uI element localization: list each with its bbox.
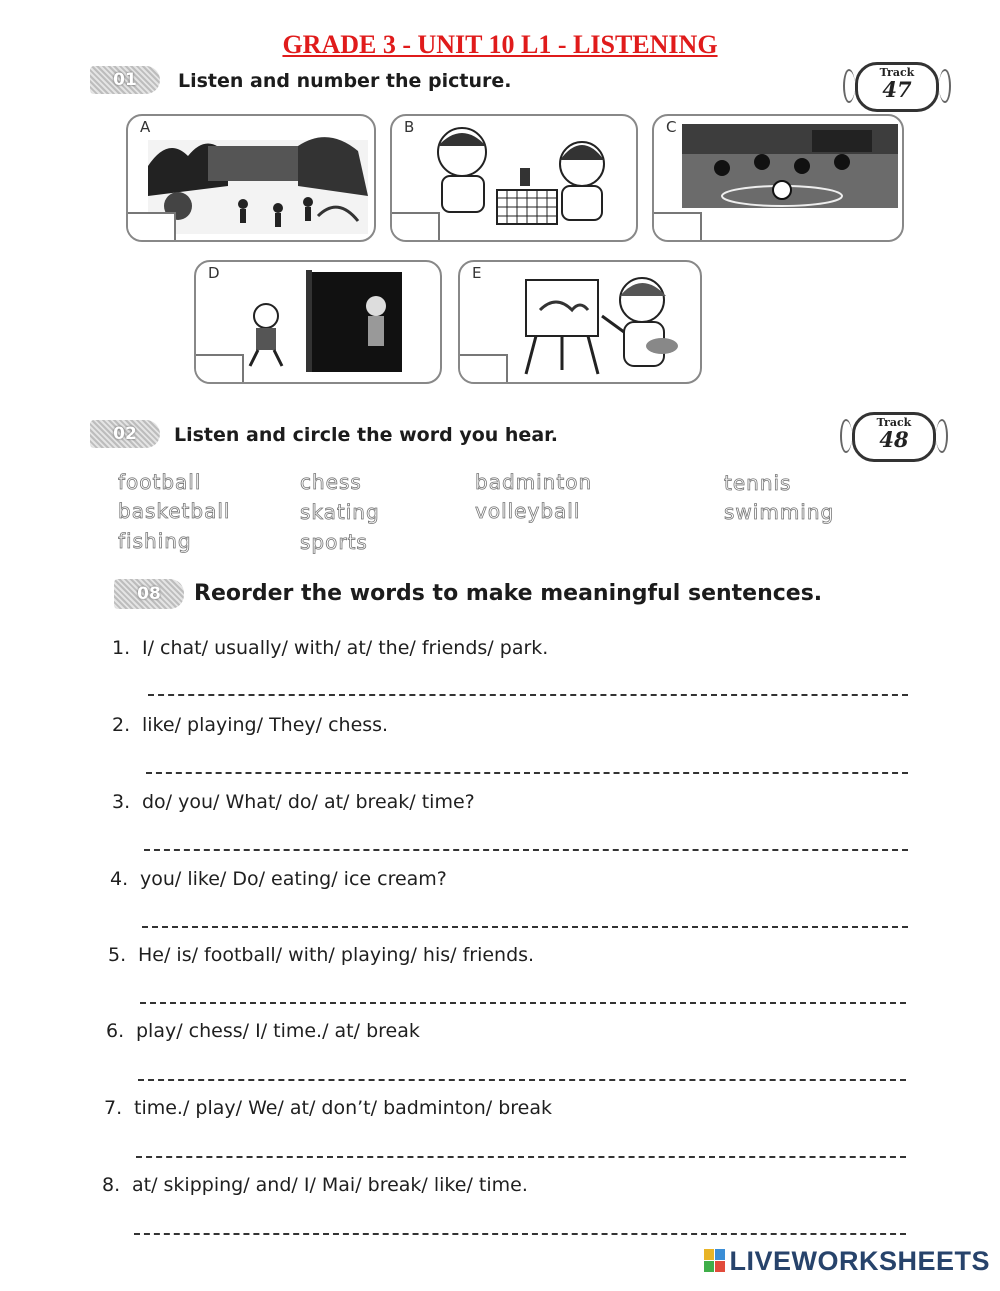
picture-letter: D bbox=[208, 264, 220, 282]
word-option[interactable]: fishing bbox=[118, 529, 192, 553]
question-4: 4. you/ like/ Do/ eating/ ice cream? bbox=[110, 868, 447, 890]
answer-line-1[interactable] bbox=[148, 694, 908, 696]
answer-line-6[interactable] bbox=[138, 1079, 906, 1081]
word-option[interactable]: tennis bbox=[724, 471, 792, 495]
section2-instruction: Listen and circle the word you hear. bbox=[174, 424, 559, 446]
word-option[interactable]: badminton bbox=[475, 470, 593, 494]
picture-letter: C bbox=[666, 118, 677, 136]
liveworksheets-footer[interactable] bbox=[704, 1246, 990, 1277]
picture-b bbox=[390, 114, 638, 242]
question-8: 8. at/ skipping/ and/ I/ Mai/ break/ like/ time. bbox=[102, 1174, 528, 1196]
answer-box-c[interactable] bbox=[654, 212, 702, 240]
word-option[interactable]: sports bbox=[300, 530, 368, 554]
word-option[interactable]: volleyball bbox=[475, 499, 581, 523]
children-hide-and-seek-illustration bbox=[236, 268, 436, 376]
track-number: 48 bbox=[879, 427, 909, 452]
section2-badge: 02 bbox=[90, 420, 160, 448]
answer-box-e[interactable] bbox=[460, 354, 508, 382]
question-5: 5. He/ is/ football/ with/ playing/ his/ friends. bbox=[108, 944, 535, 966]
track-47-badge[interactable] bbox=[855, 62, 939, 112]
children-playing-chess-illustration bbox=[422, 120, 622, 236]
track-48-badge[interactable] bbox=[852, 412, 936, 462]
picture-e bbox=[458, 260, 702, 384]
boy-painting-illustration bbox=[516, 270, 696, 378]
answer-line-5[interactable] bbox=[140, 1002, 906, 1004]
picture-d bbox=[194, 260, 442, 384]
picture-c bbox=[652, 114, 904, 242]
word-option[interactable]: skating bbox=[300, 500, 380, 524]
word-option[interactable]: football bbox=[118, 470, 202, 494]
answer-box-b[interactable] bbox=[392, 212, 440, 240]
question-1: 1. I/ chat/ usually/ with/ at/ the/ friends/ park. bbox=[112, 637, 549, 659]
picture-letter: E bbox=[472, 264, 482, 282]
answer-box-d[interactable] bbox=[196, 354, 244, 382]
answer-line-2[interactable] bbox=[146, 772, 908, 774]
answer-box-a[interactable] bbox=[128, 212, 176, 240]
track-label: Track bbox=[879, 66, 915, 79]
picture-a bbox=[126, 114, 376, 242]
question-3: 3. do/ you/ What/ do/ at/ break/ time? bbox=[112, 791, 475, 813]
park-scene-illustration bbox=[148, 126, 368, 234]
section1-instruction: Listen and number the picture. bbox=[178, 70, 512, 92]
answer-line-4[interactable] bbox=[142, 926, 908, 928]
question-6: 6. play/ chess/ I/ time./ at/ break bbox=[106, 1020, 420, 1042]
liveworksheets-logo-icon bbox=[704, 1249, 726, 1273]
question-7: 7. time./ play/ We/ at/ don’t/ badminton/ break bbox=[104, 1097, 553, 1119]
word-option[interactable]: swimming bbox=[724, 500, 835, 524]
section1-badge: 01 bbox=[90, 66, 160, 94]
brand-name: LIVEWORKSHEETS bbox=[729, 1246, 990, 1276]
section3-instruction: Reorder the words to make meaningful sentences. bbox=[194, 581, 823, 606]
football-game-illustration bbox=[682, 124, 898, 208]
answer-line-8[interactable] bbox=[134, 1233, 906, 1235]
picture-letter: A bbox=[140, 118, 151, 136]
question-2: 2. like/ playing/ They/ chess. bbox=[112, 714, 389, 736]
track-label: Track bbox=[876, 416, 912, 429]
answer-line-7[interactable] bbox=[136, 1156, 906, 1158]
word-option[interactable]: chess bbox=[300, 470, 362, 494]
track-number: 47 bbox=[882, 77, 912, 102]
picture-letter: B bbox=[404, 118, 415, 136]
page-title: GRADE 3 - UNIT 10 L1 - LISTENING bbox=[282, 30, 718, 59]
word-option[interactable]: basketball bbox=[118, 499, 231, 523]
section3-badge: 08 bbox=[114, 579, 184, 609]
answer-line-3[interactable] bbox=[144, 849, 908, 851]
